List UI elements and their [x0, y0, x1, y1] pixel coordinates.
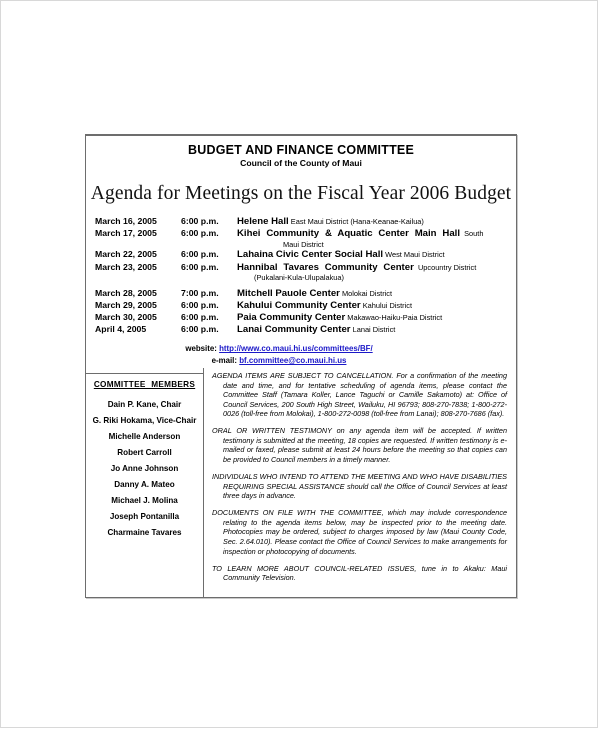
meeting-venue: [237, 283, 502, 300]
venue-district-text: Upcountry District: [417, 262, 477, 272]
website-row: [86, 343, 472, 354]
schedule-row: [95, 216, 502, 228]
list-item: Robert Carroll: [117, 447, 172, 457]
venue-district: [361, 301, 412, 310]
meeting-time: 7:00 p.m.: [181, 287, 219, 298]
website-link[interactable]: http://www.co.maui.hi.us/committees/BF/: [219, 344, 373, 354]
meeting-date: April 4, 2005: [95, 324, 147, 335]
venue-name: Lahaina Civic Center Social Hall: [237, 249, 384, 261]
notices-panel: [204, 368, 516, 597]
list-item: Michael J. Molina: [111, 496, 178, 506]
email-row: [86, 355, 472, 366]
venue-name: Kahului Community Center: [237, 299, 361, 311]
venue-district-text: South: [464, 228, 484, 238]
agenda-title: Agenda for Meetings on the Fiscal Year 2006 Budget: [90, 182, 512, 204]
notice-television: TO LEARN MORE ABOUT COUNCIL-RELATED ISSUES, tune in to Akaku: Maui Community Television.: [212, 563, 507, 583]
meeting-time: 6:00 p.m.: [181, 261, 219, 272]
schedule-row: [95, 249, 502, 261]
list-item: Charmaine Tavares: [107, 528, 182, 538]
contact-links: [86, 343, 516, 366]
meeting-venue: [237, 262, 502, 283]
venue-district-continued: (Pukalani-Kula-Ulupalakua): [254, 273, 344, 283]
meeting-time: 6:00 p.m.: [181, 299, 219, 310]
venue-name: Lanai Community Center: [237, 324, 351, 336]
website-label: website:: [185, 344, 217, 354]
venue-district-text: East Maui District (Hana-Keanae-Kailua): [290, 216, 424, 226]
venue-district-text: West Maui District: [385, 250, 445, 260]
notice-testimony: ORAL OR WRITTEN TESTIMONY on any agenda item will be accepted. If written testimony is submitted at the meeting, 18 copies are requested. If written testimony is e-mailed or faxed, please submit at least 24 hours before the meeting so that copies can be provided to Council members in a timely manner.: [212, 426, 507, 464]
schedule-row: [95, 283, 502, 300]
list-item: Jo Anne Johnson: [110, 464, 179, 474]
venue-district: [351, 325, 396, 334]
schedule-table: [95, 216, 502, 337]
meeting-venue: [237, 216, 502, 228]
meeting-venue: [237, 312, 502, 324]
meeting-date: March 30, 2005: [95, 311, 157, 322]
email-label: e-mail:: [211, 355, 237, 365]
meeting-time: 6:00 p.m.: [181, 249, 219, 260]
notice-accessibility: INDIVIDUALS WHO INTEND TO ATTEND THE MEETING AND WHO HAVE DISABILITIES REQUIRING SPECIAL ASSISTANCE should call the Office of Council Services at least three days in advance.: [212, 472, 507, 501]
schedule-row: [95, 324, 502, 336]
schedule-row: [95, 262, 502, 283]
meeting-date: March 16, 2005: [95, 215, 157, 226]
meeting-date: March 17, 2005: [95, 227, 157, 238]
list-item: G. Riki Hokama, Vice-Chair: [92, 415, 197, 425]
list-item: Joseph Pontanilla: [109, 512, 180, 522]
venue-district-text: Kahului District: [362, 300, 413, 310]
venue-district-continued: Maui District: [283, 239, 324, 249]
members-list: [86, 368, 203, 539]
venue-district-text: Lanai District: [352, 325, 396, 335]
list-item: Dain P. Kane, Chair: [107, 399, 182, 409]
venue-name: Kihei Community & Aquatic Center Main Hall: [237, 227, 461, 239]
venue-district: [289, 217, 424, 226]
meeting-date: March 29, 2005: [95, 299, 157, 310]
document-header: [86, 136, 516, 169]
venue-name: Helene Hall: [237, 215, 289, 227]
lower-section: [86, 368, 516, 597]
meeting-time: 6:00 p.m.: [181, 215, 219, 226]
list-item: Danny A. Mateo: [114, 480, 175, 490]
members-divider: [86, 373, 203, 374]
venue-district-text: Makawao-Haiku-Paia District: [347, 312, 443, 322]
meeting-time: 6:00 p.m.: [181, 227, 219, 238]
meeting-date: March 28, 2005: [95, 287, 157, 298]
venue-district-text: Molokai District: [341, 288, 393, 298]
venue-name: Hannibal Tavares Community Center: [237, 261, 414, 273]
meeting-date: March 23, 2005: [95, 261, 157, 272]
meeting-time: 6:00 p.m.: [181, 324, 219, 335]
header-title: BUDGET AND FINANCE COMMITTEE: [188, 143, 414, 157]
meeting-venue: [237, 300, 502, 312]
members-heading: COMMITTEE MEMBERS: [93, 380, 196, 389]
meeting-schedule: [86, 216, 516, 337]
schedule-body: [95, 216, 502, 337]
meeting-date: March 22, 2005: [95, 249, 157, 260]
venue-district: [340, 289, 392, 298]
venue-name: Paia Community Center: [237, 311, 346, 323]
header-subtitle: Council of the County of Maui: [240, 158, 362, 169]
venue-district: [345, 313, 442, 322]
meeting-venue: [237, 228, 502, 249]
venue-name: Mitchell Pauole Center: [237, 287, 340, 299]
agenda-document: [85, 134, 517, 598]
meeting-venue: [237, 249, 502, 261]
committee-members-panel: [86, 368, 204, 597]
email-link[interactable]: bf.committee@co.maui.hi.us: [239, 355, 347, 365]
notice-cancellation: AGENDA ITEMS ARE SUBJECT TO CANCELLATION. For a confirmation of the meeting date and time, and for tentative scheduling of agenda items, please contact the Committee Staff (Tamara Koller, Lance Taguchi or Camille Sakamoto) at: Office of Council Services, 200 South High Street, Wailuku, HI 96793; 808-270-7838; 1-800-272-0026 (toll-free from Molokai), 1-800-272-0098 (toll-free from Lanai); 808-270-7686 (fax).: [212, 371, 507, 419]
meeting-venue: [237, 324, 502, 336]
schedule-row: [95, 312, 502, 324]
venue-district: [414, 263, 476, 272]
venue-district: [383, 250, 444, 259]
meeting-time: 6:00 p.m.: [181, 311, 219, 322]
notice-documents: DOCUMENTS ON FILE WITH THE COMMITTEE, which may include correspondence relating to the agenda items below, may be inspected prior to the meeting date. Photocopies may be ordered, subject to charges imposed by law (Maui County Code, Sec. 2.64.010). Please contact the Office of Council Services to make arrangements for inspection or photocopying of documents.: [212, 508, 507, 556]
schedule-row: [95, 300, 502, 312]
list-item: Michelle Anderson: [108, 431, 181, 441]
venue-district: [460, 229, 483, 238]
schedule-row: [95, 228, 502, 249]
